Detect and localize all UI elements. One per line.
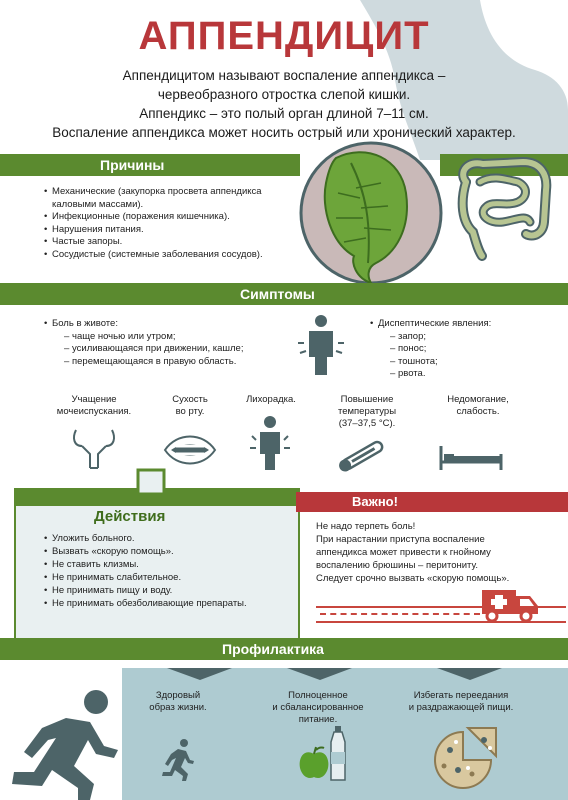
- runner-icon: [6, 688, 126, 800]
- actions-header: Действия: [94, 508, 166, 525]
- cause-item: • Механические (закупорка просвета аппендикса каловыми массами).: [44, 186, 294, 211]
- important-line: аппендикса может привести к гнойному: [316, 547, 491, 558]
- pizza-icon: [428, 726, 498, 790]
- prevention-text: Избегать переедания: [413, 690, 509, 701]
- action-item: • Не принимать слабительное.: [44, 571, 294, 584]
- prevention-item-overeating: [396, 690, 526, 714]
- prevention-text: и раздражающей пищи.: [408, 702, 514, 713]
- bed-icon: [438, 442, 504, 472]
- small-runner-icon: [160, 738, 196, 782]
- pain-sub-item: – чаще ночью или утром;: [64, 331, 274, 344]
- symptom-text: температуры: [337, 406, 397, 417]
- person-stomach-pain-icon: [296, 313, 346, 378]
- apple-icon: [298, 746, 330, 780]
- dyspeptic-label: [370, 318, 550, 381]
- fever-person-icon: [248, 414, 292, 472]
- pain-label-text: Боль в животе:: [52, 318, 118, 329]
- prevention-text: Здоровый: [155, 690, 201, 701]
- symptom-text: мочеиспускания.: [56, 406, 132, 417]
- dyspeptic-label-text: Диспептические явления:: [378, 318, 492, 329]
- symptom-weakness: [428, 394, 528, 418]
- prevention-item-lifestyle: [138, 690, 218, 714]
- prevention-notches: [122, 668, 568, 682]
- pain-sub-item: – усиливающаяся при движении, кашле;: [64, 343, 274, 356]
- ambulance-icon: [480, 586, 540, 622]
- symptom-text: (37–37,5 °С).: [338, 418, 396, 429]
- important-line: При нарастании приступа воспаление: [316, 534, 485, 545]
- symptom-text: во рту.: [175, 406, 205, 417]
- dyspeptic-sub-item: – тошнота;: [390, 356, 550, 369]
- kidney-icon: [70, 424, 118, 472]
- intro-line: Аппендицитом называют воспаление аппендикса –: [122, 68, 446, 83]
- bottle-icon: [328, 726, 348, 782]
- cause-item: • Нарушения питания.: [44, 224, 294, 237]
- important-header: Важно!: [352, 494, 398, 509]
- symptom-text: Повышение: [340, 394, 394, 405]
- symptom-text: Сухость: [172, 394, 208, 405]
- page-title: АППЕНДИЦИТ: [138, 14, 430, 58]
- symptom-text: слабость.: [456, 406, 500, 417]
- action-item: • Вызвать «скорую помощь».: [44, 545, 294, 558]
- action-item: • Уложить больного.: [44, 532, 294, 545]
- intro-line: Аппендикс – это полый орган длиной 7–11 см.: [139, 106, 429, 121]
- symptom-dry-mouth: [160, 394, 220, 418]
- dyspeptic-sub-item: – запор;: [390, 331, 550, 344]
- thermometer-icon: [336, 436, 394, 472]
- mouth-icon: [162, 430, 218, 470]
- dyspeptic-sub-item: – рвота.: [390, 368, 550, 381]
- intro-line: Воспаление аппендикса может носить острый или хронический характер.: [52, 125, 516, 140]
- appendix-leaf-icon: [296, 138, 446, 288]
- important-line: Не надо терпеть боль!: [316, 521, 416, 532]
- pain-sub-item: – перемещающаяся в правую область.: [64, 356, 274, 369]
- action-item: • Не принимать обезболивающие препараты.: [44, 597, 294, 610]
- cause-item: • Сосудистые (системные заболевания сосудов).: [44, 249, 294, 262]
- symptom-fever: [236, 394, 306, 406]
- pain-sublist: [52, 331, 274, 369]
- cause-item: • Частые запоры.: [44, 236, 294, 249]
- prevention-header: Профилактика: [222, 641, 324, 657]
- actions-list: [44, 532, 294, 610]
- important-line: воспалению брюшины – перитониту.: [316, 560, 478, 571]
- causes-list: [44, 186, 294, 261]
- prevention-text: и сбалансированное: [272, 702, 364, 713]
- important-text: [316, 520, 556, 585]
- symptom-text: Учащение: [71, 394, 117, 405]
- symptoms-header: Симптомы: [240, 286, 315, 302]
- symptom-temperature: [322, 394, 412, 430]
- causes-header: Причины: [100, 157, 165, 173]
- dyspeptic-sub-item: – понос;: [390, 343, 550, 356]
- important-bar: [296, 492, 568, 512]
- pain-list: [44, 318, 274, 368]
- cause-item: • Инфекционные (поражения кишечника).: [44, 211, 294, 224]
- action-item: • Не принимать пищу и воду.: [44, 584, 294, 597]
- prevention-text: Полноценное: [288, 690, 348, 701]
- road-dashes: [320, 613, 480, 615]
- dyspeptic-sublist: [378, 331, 550, 381]
- action-item: • Не ставить клизмы.: [44, 558, 294, 571]
- intestine-icon: [448, 152, 558, 262]
- important-line: Следует срочно вызвать «скорую помощь».: [316, 573, 510, 584]
- pain-label: [44, 318, 274, 368]
- intro-text: [0, 66, 568, 142]
- symptom-text: Лихорадка.: [246, 394, 296, 405]
- symptom-urination: [44, 394, 144, 418]
- intro-line: червеобразного отростка слепой кишки.: [157, 87, 411, 102]
- prevention-text: питание.: [298, 714, 338, 725]
- dyspeptic-list: [370, 318, 550, 381]
- symptom-text: Недомогание,: [447, 394, 509, 405]
- prevention-item-nutrition: [256, 690, 380, 726]
- prevention-text: образ жизни.: [149, 702, 207, 713]
- actions-tab: [136, 468, 166, 496]
